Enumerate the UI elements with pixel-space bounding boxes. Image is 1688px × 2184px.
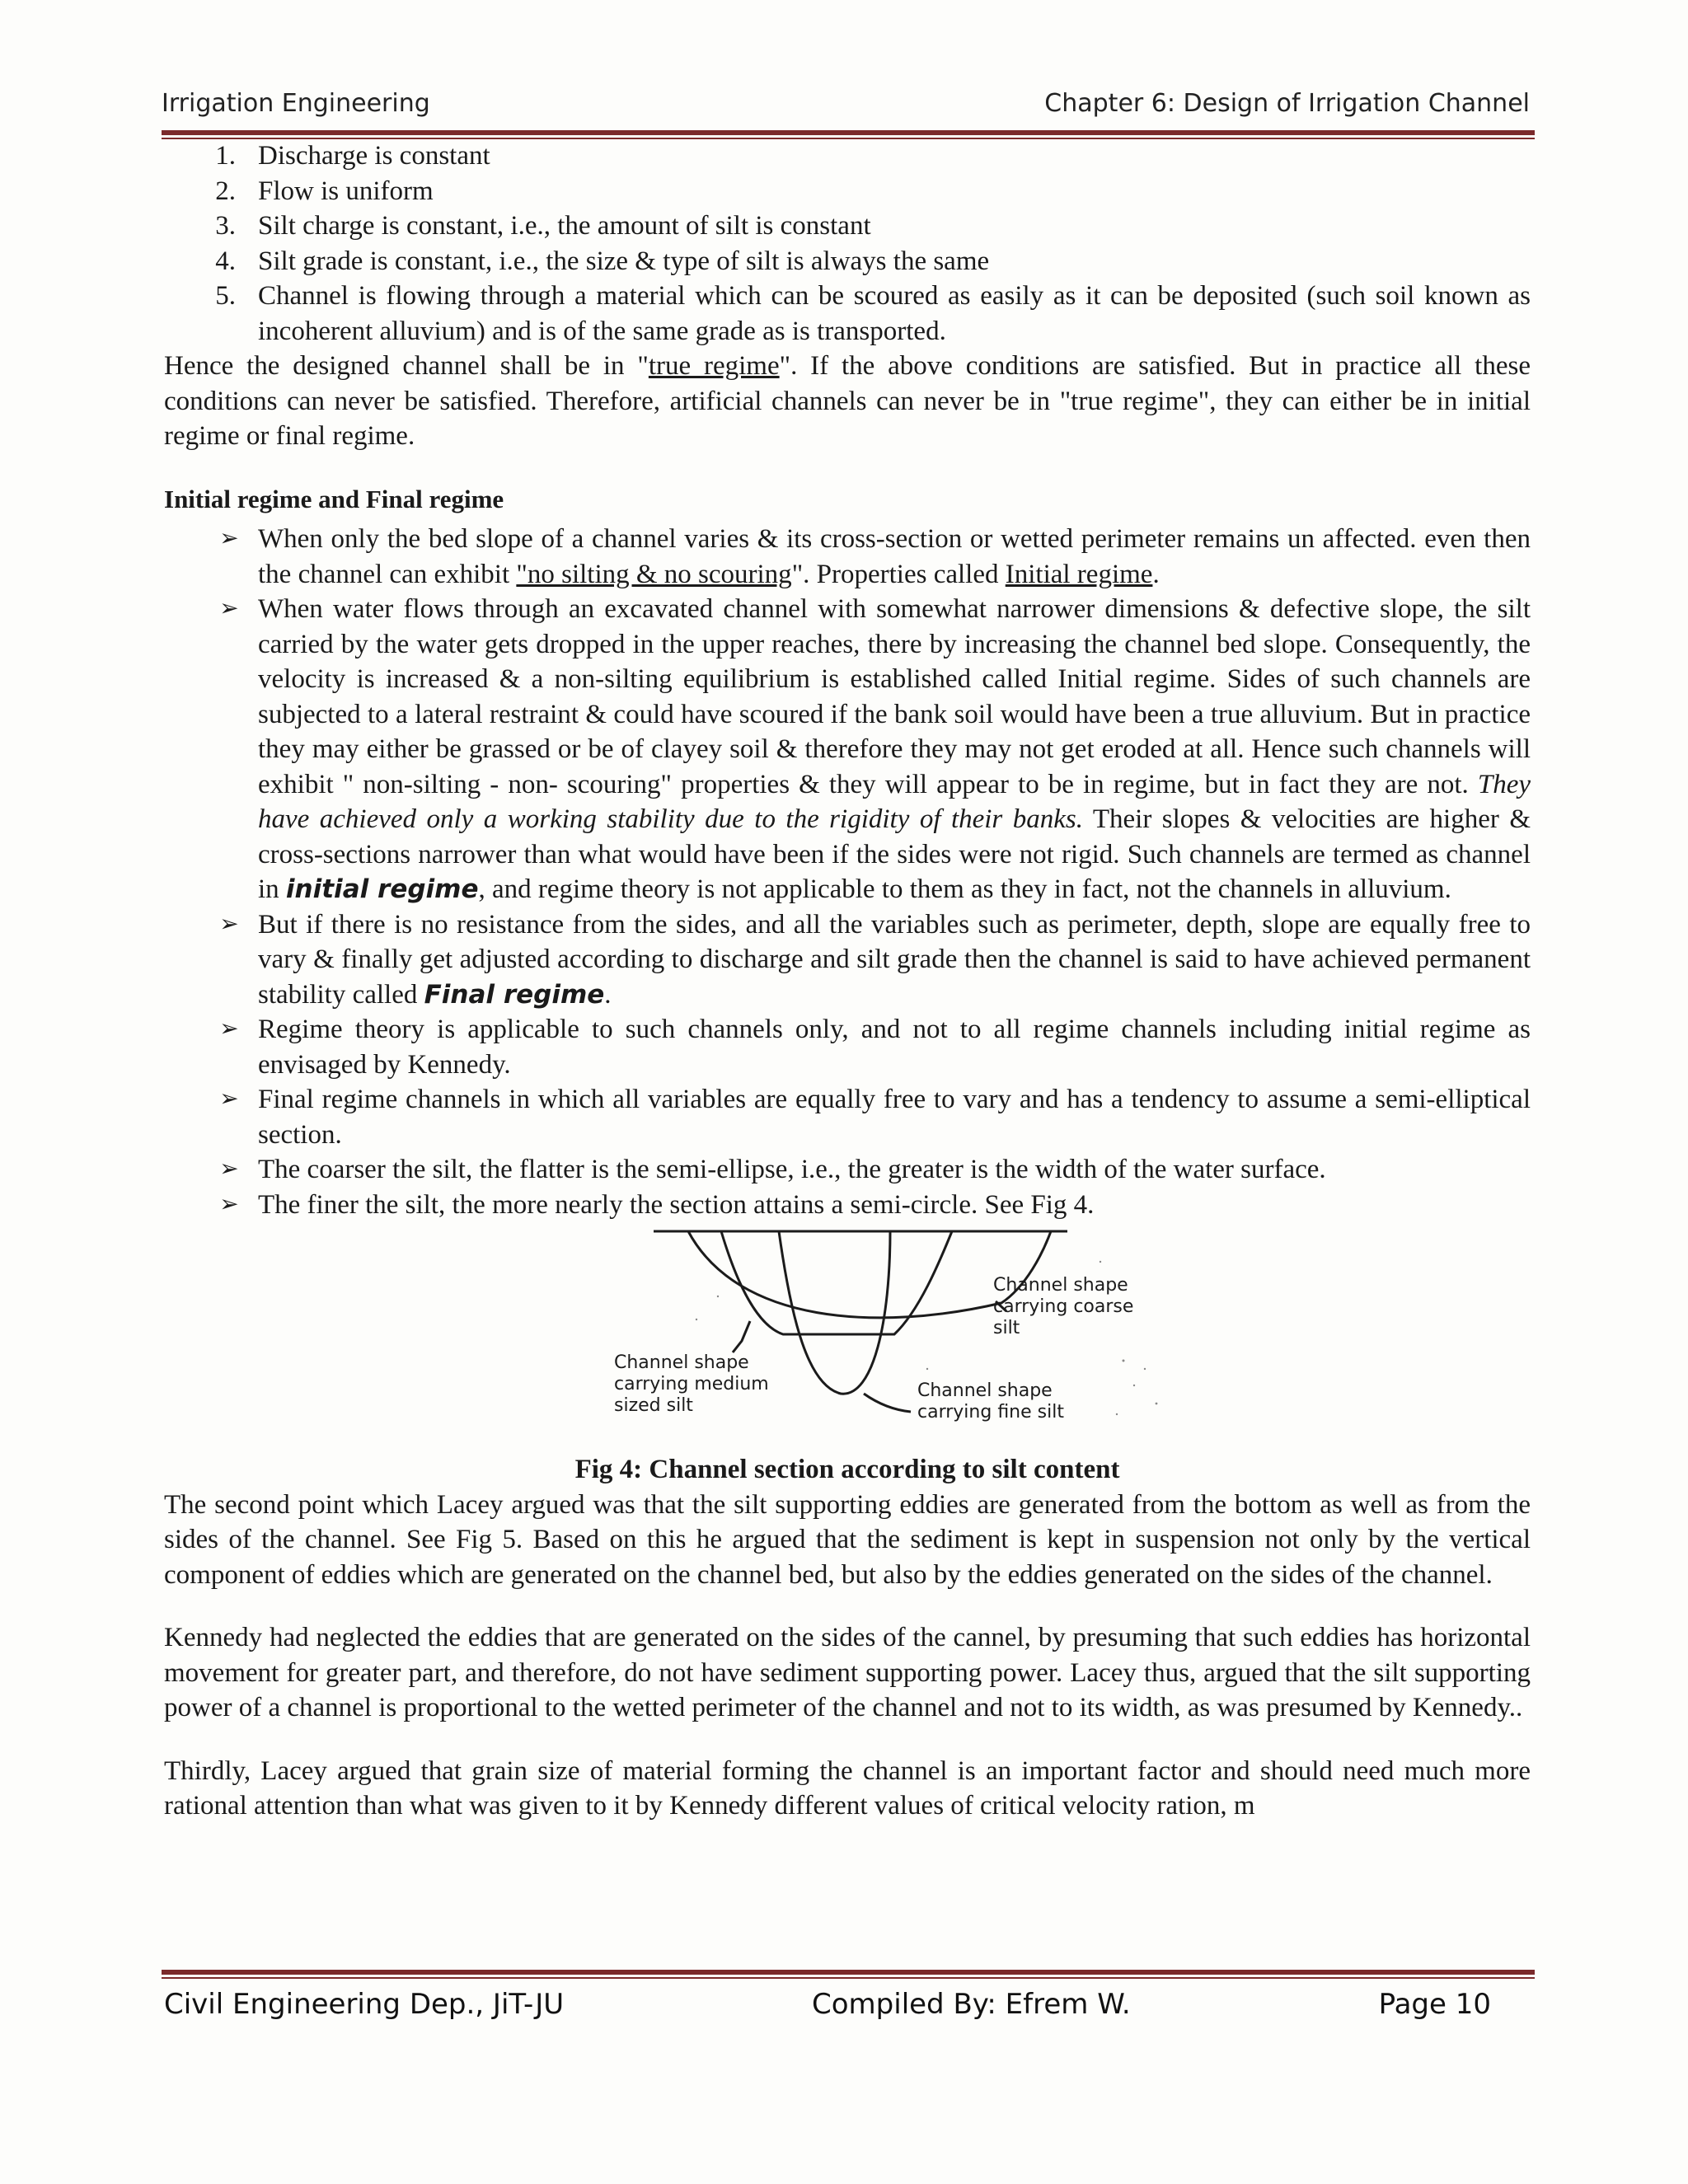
lacey-third-point: Thirdly, Lacey argued that grain size of material forming the channel is an important factor and should need much more rational attention than what was given to it by Kennedy different values of critical velocity ration, m bbox=[164, 1755, 1531, 1821]
running-footer bbox=[164, 1988, 1491, 2021]
kennedy-eddies-paragraph: Kennedy had neglected the eddies that are generated on the sides of the cannel, by presuming that such eddies has horizontal movement for greater part, and therefore, do not have sediment supporting power. Lacey thus, argued that the silt supporting power of a channel is proportional to the wetted perimeter of the channel and not to its width, as was presumed by Kennedy.. bbox=[164, 1623, 1531, 1722]
lacey-second-point: The second point which Lacey argued was that the silt supporting eddies are generated from the bottom as well as from the sides of the channel. See Fig 5. Based on this he argued that the sediment is kept in suspension not only by the vertical component of eddies which are generated on the channel bed, but also by the eddies generated on the sides of the channel. bbox=[164, 1489, 1531, 1590]
channel-section-figure bbox=[606, 1229, 1183, 1447]
list-item: ➢ But if there is no resistance from the sides, and all the variables such as perimeter, depth, slope are equally free to vary & finally get adjusted according to discharge and silt grade then the channel is said to have achieved permanent stability called Final regime. bbox=[164, 907, 1531, 1013]
true-regime-term: true regime bbox=[648, 351, 780, 381]
regime-bullets bbox=[164, 522, 1531, 1222]
running-header bbox=[162, 89, 1530, 118]
list-item: 5. Channel is flowing through a material which can be scoured as easily as it can be deposited (such soil known as incoherent alluvium) and is of the same grade as is transported. bbox=[215, 281, 1531, 346]
coarse-silt-label: Channel shape carrying coarse silt bbox=[993, 1275, 1134, 1338]
section-heading: Initial regime and Final regime bbox=[164, 484, 504, 513]
fine-leader-line bbox=[864, 1394, 911, 1412]
list-item: ➢ The finer the silt, the more nearly the section attains a semi-circle. See Fig 4. bbox=[164, 1188, 1531, 1223]
regime-conditions-list bbox=[164, 138, 1531, 349]
list-item: 2. Flow is uniform bbox=[215, 176, 434, 206]
list-item: 1. Discharge is constant bbox=[215, 141, 490, 171]
list-item: ➢ When water flows through an excavated channel with somewhat narrower dimensions & defective slope, the silt carried by the water gets dropped in the upper reaches, there by increasing the channel bed slope. Consequently, the velocity is increased & a non-silting equilibrium is established called Initial regime. Sides of such channels are subjected to a lateral restraint & could have scoured if the bank soil would have been a true alluvium. But in practice they may either be grassed or be of clayey soil & therefore they may not get eroded at all. Hence such channels will exhibit " non-silting - non- scouring" properties & they will appear to be in regime, but in fact they are not. They have achieved only a working stability due to the rigidity of their banks. Their slopes & velocities are higher & cross-sections narrower than what would have been if the sides were not rigid. Such channels are termed as channel in initial regime, and regime theory is not applicable to them as they in fact, not the channels in alluvium. bbox=[164, 592, 1531, 907]
footer-page-number: Page 10 bbox=[1378, 1988, 1491, 2021]
arrow-bullet-icon: ➢ bbox=[219, 1086, 239, 1112]
fine-silt-label: Channel shape carrying fine silt bbox=[917, 1380, 1064, 1422]
arrow-bullet-icon: ➢ bbox=[219, 1156, 239, 1182]
footer-rule bbox=[162, 1970, 1535, 1979]
figure-caption: Fig 4: Channel section according to silt content bbox=[574, 1455, 1120, 1484]
arrow-bullet-icon: ➢ bbox=[219, 911, 239, 937]
footer-compiler: Compiled By: Efrem W. bbox=[812, 1988, 1131, 2021]
medium-silt-label: Channel shape carrying medium sized silt bbox=[614, 1352, 769, 1416]
list-item: ➢ Regime theory is applicable to such channels only, and not to all regime channels including initial regime as envisaged by Kennedy. bbox=[164, 1012, 1531, 1082]
list-item: 4. Silt grade is constant, i.e., the size & type of silt is always the same bbox=[215, 246, 990, 276]
true-regime-paragraph: Hence the designed channel shall be in "true regime". If the above conditions are satisfied. But in practice all these conditions can never be satisfied. Therefore, artificial channels can never be in "true regime", they can either be in initial regime or final regime. bbox=[164, 351, 1531, 451]
footer-department: Civil Engineering Dep., JiT-JU bbox=[164, 1988, 565, 2021]
page-body bbox=[164, 138, 1531, 1824]
list-item: ➢ The coarser the silt, the flatter is the semi-ellipse, i.e., the greater is the width of the water surface. bbox=[164, 1152, 1531, 1188]
list-item: ➢ When only the bed slope of a channel varies & its cross-section or wetted perimeter remains un affected. even then the channel can exhibit "no silting & no scouring". Properties called Initial regime. bbox=[164, 522, 1531, 592]
fine-silt-section bbox=[779, 1231, 890, 1394]
medium-silt-section bbox=[721, 1231, 952, 1334]
list-item: 3. Silt charge is constant, i.e., the amount of silt is constant bbox=[215, 211, 871, 241]
arrow-bullet-icon: ➢ bbox=[219, 1016, 239, 1042]
medium-leader-line bbox=[733, 1321, 750, 1352]
arrow-bullet-icon: ➢ bbox=[219, 1191, 239, 1217]
header-chapter-title: Chapter 6: Design of Irrigation Channel bbox=[1044, 89, 1530, 118]
list-item: ➢ Final regime channels in which all variables are equally free to vary and has a tendency to assume a semi-elliptical section. bbox=[164, 1082, 1531, 1152]
arrow-bullet-icon: ➢ bbox=[219, 596, 239, 621]
header-course-title: Irrigation Engineering bbox=[162, 89, 430, 118]
arrow-bullet-icon: ➢ bbox=[219, 526, 239, 551]
